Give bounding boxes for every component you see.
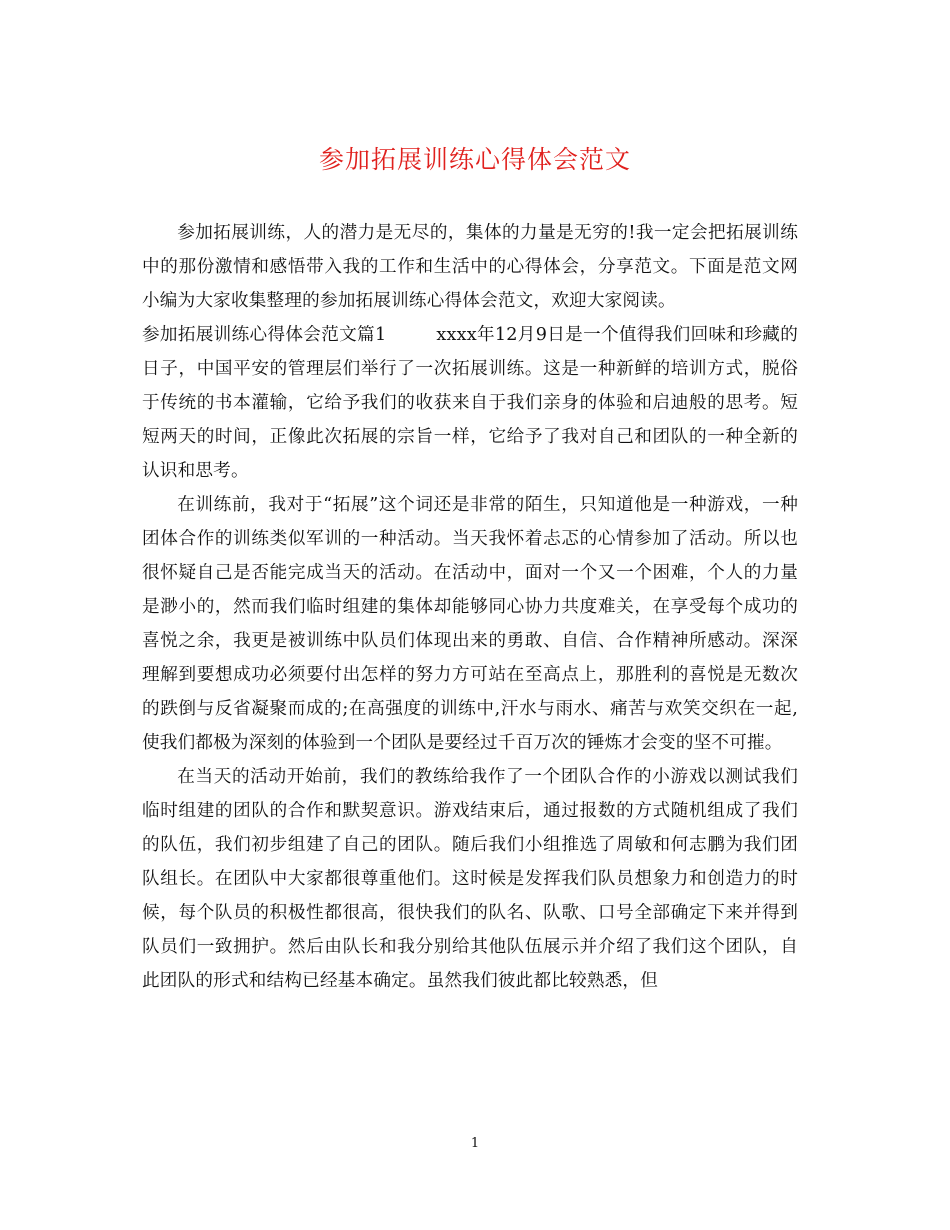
page-number: 1	[470, 1136, 480, 1151]
section-heading: 参加拓展训练心得体会范文篇1	[142, 325, 387, 345]
document-title: 参加拓展训练心得体会范文	[318, 145, 631, 174]
intro-paragraph: 参加拓展训练，人的潜力是无尽的，集体的力量是无穷的!我一定会把拓展训练中的那份激情和感悟带入我的工作和生活中的心得体会，分享范文。下面是范文网小编为大家收集整理的参加拓展训练心得体会范文，欢迎大家阅读。	[142, 223, 798, 311]
section-paragraph	[142, 318, 798, 488]
body-paragraph-3: 在当天的活动开始前，我们的教练给我作了一个团队合作的小游戏以测试我们临时组建的团队的合作和默契意识。游戏结束后，通过报数的方式随机组成了我们的队伍，我们初步组建了自己的团队。随后我们小组推选了周敏和何志鹏为我们团队组长。在团队中大家都很尊重他们。这时候是发挥我们队员想象力和创造力的时候，每个队员的积极性都很高，很快我们的队名、队歌、口号全部确定下来并得到队员们一致拥护。然后由队长和我分别给其他队伍展示并介绍了我们这个团队，自此团队的形式和结构已经基本确定。虽然我们彼此都比较熟悉，但	[142, 767, 798, 991]
document-body	[142, 216, 798, 998]
section-first-paragraph: xxxx年12月9日是一个值得我们回味和珍藏的日子，中国平安的管理层们举行了一次拓展训练。这是一种新鲜的培训方式，脱俗于传统的书本灌输，它给予我们的收获来自于我们亲身的体验和启迪般的思考。短短两天的时间，正像此次拓展的宗旨一样，它给予了我对自己和团队的一种全新的认识和思考。	[142, 325, 798, 481]
body-paragraph-2: 在训练前，我对于“拓展”这个词还是非常的陌生，只知道他是一种游戏，一种团体合作的训练类似军训的一种活动。当天我怀着忐忑的心情参加了活动。所以也很怀疑自己是否能完成当天的活动。在活动中，面对一个又一个困难，个人的力量是渺小的，然而我们临时组建的集体却能够同心协力共度难关，在享受每个成功的喜悦之余，我更是被训练中队员们体现出来的勇敢、自信、合作精神所感动。深深理解到要想成功必须要付出怎样的努力方可站在至高点上，那胜利的喜悦是无数次的跌倒与反省凝聚而成的;在高强度的训练中,汗水与雨水、痛苦与欢笑交织在一起,使我们都极为深刻的体验到一个团队是要经过千百万次的锤炼才会变的坚不可摧。	[142, 495, 798, 753]
